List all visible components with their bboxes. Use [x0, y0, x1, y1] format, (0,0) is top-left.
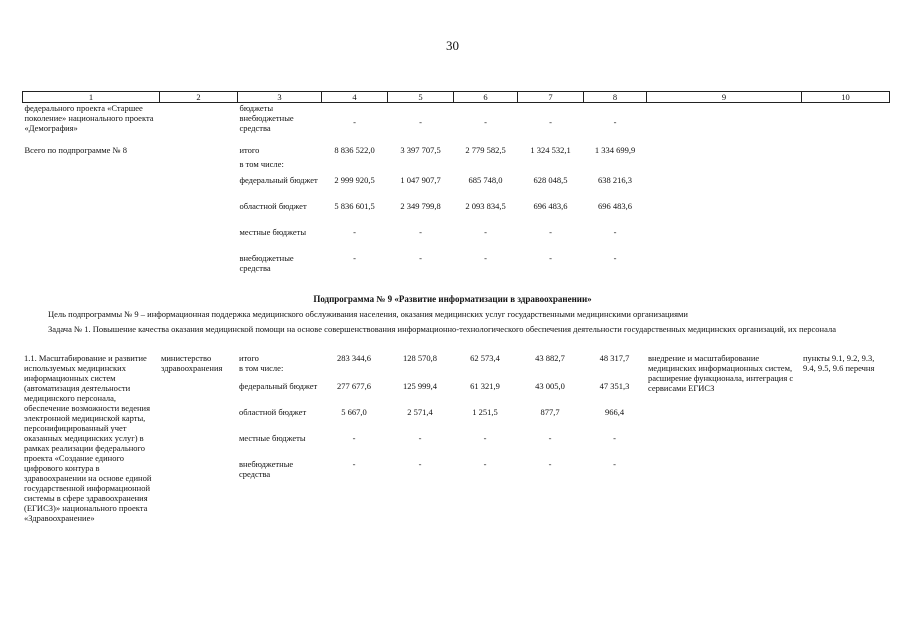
amount-cell	[454, 103, 518, 114]
amount-cell: 2 349 799,8	[400, 201, 441, 211]
column-number: 10	[802, 92, 890, 103]
amount-cell: -	[613, 227, 617, 237]
amount-cell: -	[353, 253, 356, 263]
amount-cell: -	[549, 253, 552, 263]
funding-source-label: местные бюджеты	[239, 227, 307, 237]
funding-source-label: внебюджетные средства	[239, 113, 294, 133]
amount-cell: 1 251,5	[472, 407, 498, 417]
amount-cell: -	[484, 117, 487, 127]
table-row	[23, 171, 890, 197]
event-table	[22, 353, 889, 581]
amount-cell: -	[353, 117, 356, 127]
amount-cell: -	[419, 253, 422, 263]
column-number: 8	[584, 92, 647, 103]
financing-table	[22, 91, 890, 275]
amount-cell: -	[613, 117, 617, 127]
amount-cell: 3 397 707,5	[400, 145, 441, 155]
amount-cell: 283 344,6	[337, 353, 371, 363]
funding-source-label: внебюджетные средства	[239, 459, 294, 479]
funding-source-label: итого	[239, 145, 260, 155]
amount-cell: 1 324 532,1	[530, 145, 571, 155]
amount-cell: -	[483, 459, 487, 469]
amount-cell: 2 571,4	[407, 407, 433, 417]
subprogram-title: Подпрограмма № 9 «Развитие информатизации в здравоохранении»	[313, 294, 592, 304]
amount-cell: -	[353, 227, 356, 237]
event-executor: министерство здравоохранения	[161, 353, 223, 373]
funding-source-label: федеральный бюджет	[239, 381, 318, 391]
amount-cell: 685 748,0	[468, 175, 503, 185]
amount-cell: -	[418, 433, 422, 443]
amount-cell	[584, 103, 647, 114]
column-number: 3	[238, 92, 322, 103]
amount-cell: 125 999,4	[403, 381, 437, 391]
amount-cell: 47 351,3	[599, 381, 630, 391]
funding-source-label: в том числе:	[239, 363, 284, 373]
amount-cell: -	[352, 433, 356, 443]
column-number: 1	[23, 92, 160, 103]
subprogram-task: Задача № 1. Повышение качества оказания медицинской помощи на основе совершенствования информационно-технологического обеспечения деятельности государственных медицинских организаций, их персонала	[48, 324, 836, 334]
table-row	[23, 155, 890, 171]
funding-source-label: областной бюджет	[239, 201, 307, 211]
amount-cell: -	[418, 459, 422, 469]
funding-source-label: бюджеты	[239, 103, 274, 113]
amount-cell: -	[613, 459, 616, 469]
amount-cell: -	[419, 227, 422, 237]
amount-cell: 2 779 582,5	[465, 145, 506, 155]
table-row	[23, 197, 890, 223]
amount-cell	[388, 103, 454, 114]
amount-cell: 43 882,7	[535, 353, 565, 363]
amount-cell: 2 999 920,5	[334, 175, 375, 185]
amount-cell: 696 483,6	[533, 201, 568, 211]
amount-cell: 61 321,9	[470, 381, 500, 391]
amount-cell: -	[549, 227, 552, 237]
column-number: 4	[322, 92, 388, 103]
amount-cell: -	[352, 459, 356, 469]
amount-cell: 43 005,0	[535, 381, 565, 391]
table-row	[23, 223, 890, 249]
amount-cell: -	[484, 227, 487, 237]
amount-cell: -	[548, 433, 552, 443]
table-row	[23, 103, 890, 114]
funding-source-label: федеральный бюджет	[239, 175, 318, 185]
amount-cell	[518, 103, 584, 114]
expected-result: внедрение и масштабирование медицинских информационных систем, расширение функционала, интеграция с сервисами ЕГИСЗ	[648, 353, 794, 393]
amount-cell: 2 093 834,5	[465, 201, 506, 211]
amount-cell: 62 573,4	[470, 353, 500, 363]
table-row	[23, 139, 890, 155]
amount-cell: -	[549, 117, 552, 127]
amount-cell: -	[613, 433, 616, 443]
amount-cell: 277 677,6	[337, 381, 371, 391]
table-row	[23, 249, 890, 275]
amount-cell: -	[613, 253, 617, 263]
event-name-continued: федерального проекта «Старшее поколение» национального проекта «Демография»	[24, 103, 154, 133]
column-number: 2	[160, 92, 238, 103]
page-number: 30	[446, 38, 459, 53]
amount-cell: 5 667,0	[341, 407, 367, 417]
funding-source-label: областной бюджет	[239, 407, 307, 417]
amount-cell: 5 836 601,5	[334, 201, 375, 211]
amount-cell: -	[483, 433, 487, 443]
total-label: Всего по подпрограмме № 8	[24, 145, 127, 155]
funding-source-label: местные бюджеты	[239, 433, 306, 443]
amount-cell: -	[484, 253, 487, 263]
amount-cell: 1 047 907,7	[400, 175, 441, 185]
amount-cell: 128 570,8	[403, 353, 437, 363]
amount-cell: -	[419, 117, 422, 127]
column-number: 9	[647, 92, 802, 103]
amount-cell: 48 317,7	[599, 353, 630, 363]
amount-cell: 638 216,3	[598, 175, 632, 185]
amount-cell: 1 334 699,9	[594, 145, 636, 155]
column-number: 5	[388, 92, 454, 103]
amount-cell: 966,4	[604, 407, 625, 417]
funding-source-label: в том числе:	[239, 159, 284, 169]
target-indicators: пункты 9.1, 9.2, 9.3, 9.4, 9.5, 9.6 перечня	[803, 353, 875, 373]
subprogram-goal: Цель подпрограммы № 9 – информационная поддержка медицинского обслуживания населения, оказания медицинских услуг государственными медицинскими организациями	[48, 309, 688, 319]
amount-cell: -	[548, 459, 552, 469]
amount-cell: 696 483,6	[598, 201, 632, 211]
funding-source-label: внебюджетные средства	[239, 253, 294, 273]
amount-cell: 8 836 522,0	[334, 145, 375, 155]
column-number-row	[23, 92, 890, 103]
event-name: 1.1. Масштабирование и развитие используемых медицинских информационных систем (автоматизация деятельности медицинского персонала, обеспечение возможности ведения электронной медицинской карты, персонифицированный учет оказанных медицинских услуг) в рамках реализации федерального проекта «Создание единого цифрового контура в здравоохранении на основе единой государственной информационной системы в сфере здравоохранения (ЕГИСЗ)» национального проекта «Здравоохранение»	[24, 353, 152, 523]
amount-cell: 628 048,5	[533, 175, 568, 185]
column-number: 7	[518, 92, 584, 103]
table-row	[22, 353, 889, 363]
amount-cell	[322, 103, 388, 114]
column-number: 6	[454, 92, 518, 103]
funding-source-label: итого	[239, 353, 259, 363]
amount-cell: 877,7	[540, 407, 560, 417]
